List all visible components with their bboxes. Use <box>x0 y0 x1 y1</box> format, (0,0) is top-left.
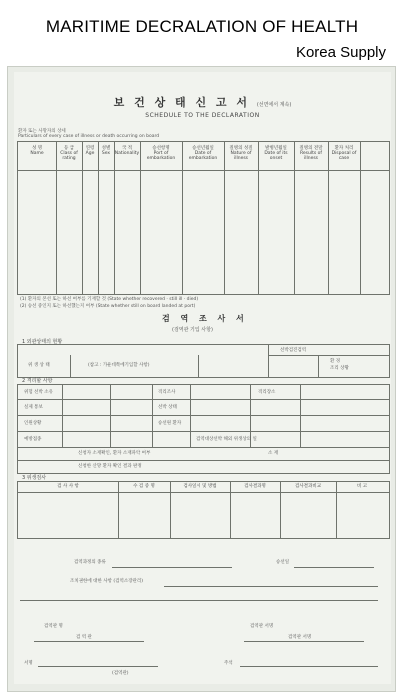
part2-label-2: 격리장소 <box>258 390 276 395</box>
declaration-form <box>14 72 391 684</box>
inspection-title: 검 역 조 사 서 <box>162 314 248 323</box>
part2-label-8: 예방접종 <box>24 437 42 442</box>
part2-label-6: 승선원 환자 <box>158 421 182 426</box>
col-date-embark: 승선년월일 Date of embarkation <box>188 146 218 161</box>
col-disposal: 환자 처리 Disposal of case <box>331 146 357 161</box>
part1-label-hygiene: 위 생 상 태 <box>28 363 50 368</box>
part3-col-2: 검사일시 및 방법 <box>183 484 217 489</box>
part3-col-0: 검 사 사 항 <box>57 484 79 489</box>
col-class: 등 급 Class of rating <box>60 146 78 161</box>
col-sex: 성별 Sex <box>101 146 111 156</box>
col-onset: 발병년월일 Date of its onset <box>264 146 288 161</box>
part3-heading: 3 위생검사 <box>22 475 47 481</box>
part1-label-env: 환 경 <box>330 359 341 364</box>
part2-label-1: 격리조사 <box>158 390 176 395</box>
table1-caption-en: Particulars of every case of illness or death occurring on board <box>18 134 160 139</box>
part2-label-3: 실제 통보 <box>24 405 43 410</box>
part1-label-cook: 조리 상황 <box>330 366 349 371</box>
page-subtitle: Korea Supply <box>295 44 386 61</box>
sig-label-3: (검역관) <box>112 671 129 676</box>
part2-label-5: 인원상황 <box>24 421 42 426</box>
part3-col-1: 수 검 증 명 <box>133 484 155 489</box>
part3-col-3: 검사결과명 <box>244 484 266 489</box>
page-title: MARITIME DECRALATION OF HEALTH <box>45 17 359 36</box>
inspection-subtitle: (검역관 기입 사항) <box>172 327 213 333</box>
bottom-label-2: 승선일 <box>276 560 290 565</box>
bottom-label-0: 검역과정의 종류 <box>74 560 106 565</box>
part2-label-9: 신청자 소재확인, 환자 소재파악 여부 <box>78 451 151 456</box>
col-name: 성 명 Name <box>30 146 44 156</box>
col-nationality: 국 적 Nationality <box>114 146 140 156</box>
note-1: (1) 환자의 본선 또는 하선 여부를 기재할 것 (State whether recovered · still ill · died) <box>20 297 199 302</box>
part2-label-7: 검역대상선박 해외 위생상의 일 <box>196 437 257 442</box>
table1-caption-kr: 환자 또는 사망자의 상세 <box>18 129 66 134</box>
part2-label-0: 위험 선박 소유 <box>24 390 53 395</box>
col-port: 승선항명 Port of embarkation <box>146 146 176 161</box>
part2-table <box>17 384 390 474</box>
sig-label-0: 검역관 명 <box>44 624 63 629</box>
note-2: (2) 승선 중인지 또는 하선했는지 여부 (State whether still on board landed at port) <box>20 304 196 309</box>
sig-label-4: 검역관 서명 <box>288 635 312 640</box>
part3-table <box>17 481 390 539</box>
part1-label-note: (참고 : 가운데쪽에기입할 사항) <box>88 363 150 368</box>
part2-heading: 2 격리할 사항 <box>22 378 53 384</box>
sig-label-5: 서명 <box>24 661 33 666</box>
col-age: 연령 Age <box>85 146 95 156</box>
sig-label-2: 검 역 관 <box>76 635 92 640</box>
part1-heading: 1 외관상태의 현황 <box>22 339 63 345</box>
illness-table <box>17 141 390 295</box>
part2-label-4: 선박 상태 <box>158 405 177 410</box>
sig-label-1: 검역관 서명 <box>250 624 274 629</box>
form-english-title: SCHEDULE TO THE DECLARATION <box>145 112 260 119</box>
declaration-form-photo <box>7 66 396 692</box>
col-nature: 질병의 성질 Nature of illness <box>229 146 253 161</box>
part3-col-4: 검사결과비교 <box>294 484 322 489</box>
col-results: 질병의 전말 Results of illness <box>299 146 323 161</box>
form-korean-title: 보 건 상 태 신 고 서 (선면에서 계속) <box>113 96 292 109</box>
part1-table <box>17 344 390 378</box>
bottom-label-1: 조치권한에 대한 사항 (검역소장관리) <box>70 579 144 584</box>
sig-label-6: 주석 <box>224 661 233 666</box>
part2-note: 소 재 <box>268 451 279 456</box>
part1-label-right: 선박검진검역 <box>280 348 307 353</box>
part3-col-5: 비 고 <box>356 484 368 489</box>
part2-label-10: 신청한 산망 환자 확인 결과 판정 <box>78 464 142 469</box>
